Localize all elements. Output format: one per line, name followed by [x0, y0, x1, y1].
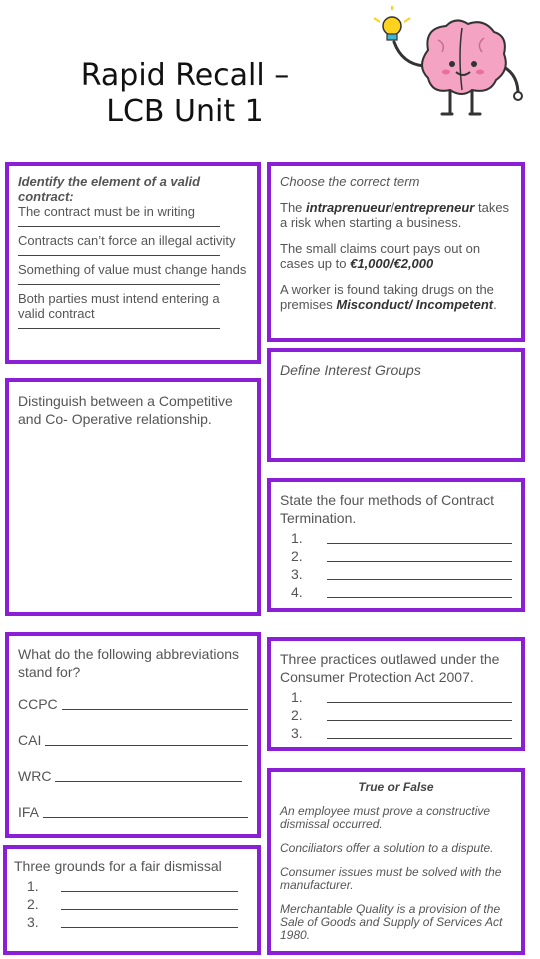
answer-line[interactable] — [18, 284, 220, 285]
box2-question-1 — [280, 200, 512, 230]
answer-row[interactable] — [280, 529, 512, 547]
box3-heading: Define Interest Groups — [280, 362, 421, 378]
brain-lightbulb-icon — [372, 6, 532, 124]
answer-row[interactable] — [280, 565, 512, 583]
answer-row[interactable] — [14, 913, 250, 931]
box7-heading: Three practices outlawed under the Consumer Protection Act 2007. — [280, 651, 500, 685]
abbrev-label: WRC — [18, 768, 52, 784]
answer-line[interactable] — [61, 909, 238, 910]
box2-question-3 — [280, 282, 512, 312]
true-false-box — [267, 768, 525, 955]
contract-termination-box — [267, 478, 525, 612]
box2-heading: Choose the correct term — [280, 174, 420, 189]
abbrev-row[interactable] — [18, 731, 248, 749]
answer-line[interactable] — [18, 328, 220, 329]
answer-line[interactable] — [327, 702, 512, 703]
abbrev-row[interactable] — [18, 767, 248, 785]
answer-line[interactable] — [327, 720, 512, 721]
row-number: 2. — [291, 548, 303, 564]
box2-question-2 — [280, 241, 512, 271]
abbrev-label: CAI — [18, 732, 42, 748]
row-number: 3. — [291, 725, 303, 741]
answer-line[interactable] — [61, 891, 238, 892]
valid-contract-box — [5, 162, 261, 364]
consumer-protection-box — [267, 637, 525, 751]
answer-row[interactable] — [280, 547, 512, 565]
box1-item-3[interactable]: Something of value must change hands — [18, 262, 247, 277]
box5-heading: State the four methods of Contract Termination. — [280, 492, 495, 526]
box1-item-4[interactable]: Both parties must intend entering a valid contract — [18, 291, 220, 321]
q1-post: takes a risk when starting a business. — [280, 200, 510, 230]
answer-line[interactable] — [327, 579, 512, 580]
answer-line[interactable] — [18, 255, 220, 256]
answer-row[interactable] — [280, 706, 512, 724]
box4-heading: Distinguish between a Competitive and Co- Operative relationship. — [18, 393, 233, 427]
q1-sep: / — [390, 200, 395, 215]
relationship-box[interactable] — [5, 378, 261, 616]
row-number: 4. — [291, 584, 303, 600]
tf-statement-2[interactable]: Conciliators offer a solution to a dispute. — [280, 841, 494, 855]
answer-line[interactable] — [327, 738, 512, 739]
lightbulb-icon — [374, 6, 410, 40]
box1-item-2[interactable]: Contracts can’t force an illegal activity — [18, 233, 236, 248]
row-number: 2. — [27, 896, 39, 912]
answer-row[interactable] — [280, 688, 512, 706]
row-number: 2. — [291, 707, 303, 723]
row-number: 3. — [27, 914, 39, 930]
answer-line[interactable] — [62, 709, 248, 710]
row-number: 1. — [291, 530, 303, 546]
box1-item-1[interactable]: The contract must be in writing — [18, 204, 196, 219]
answer-line[interactable] — [18, 226, 220, 227]
box8-heading: Three grounds for a fair dismissal — [14, 858, 222, 874]
q3-pre: A worker is found taking drugs on the premises — [280, 282, 494, 312]
tf-statement-4[interactable]: Merchantable Quality is a provision of the Sale of Goods and Supply of Services Act 1980. — [280, 902, 503, 942]
answer-line[interactable] — [327, 561, 512, 562]
answer-line[interactable] — [327, 543, 512, 544]
answer-row[interactable] — [280, 724, 512, 742]
answer-row[interactable] — [14, 895, 250, 913]
abbrev-row[interactable] — [18, 695, 248, 713]
answer-line[interactable] — [43, 817, 248, 818]
abbrev-row[interactable] — [18, 803, 248, 821]
tf-statement-1[interactable]: An employee must prove a constructive dismissal occurred. — [280, 804, 491, 831]
correct-term-box — [267, 162, 525, 342]
interest-groups-box[interactable] — [267, 348, 525, 462]
answer-row[interactable] — [280, 583, 512, 601]
answer-line[interactable] — [55, 781, 242, 782]
abbreviations-box — [5, 632, 261, 838]
title-line-1: Rapid Recall – — [80, 58, 290, 93]
box6-heading: What do the following abbreviations stand for? — [18, 646, 240, 680]
answer-line[interactable] — [45, 745, 248, 746]
term-option-intrapreneur[interactable]: intraprenueur — [306, 200, 391, 215]
q2-pre: The small claims court pays out on cases up to — [280, 241, 481, 271]
row-number: 3. — [291, 566, 303, 582]
box1-heading: Identify the element of a valid contract: — [18, 174, 201, 204]
q1-pre: The — [280, 200, 307, 215]
fair-dismissal-box — [3, 845, 261, 955]
answer-line[interactable] — [61, 927, 238, 928]
box9-heading: True or False — [358, 780, 434, 794]
q3-post: . — [493, 297, 497, 312]
term-option-amount[interactable]: €1,000/€2,000 — [350, 256, 434, 271]
term-option-dismissal[interactable]: Misconduct/ Incompetent — [336, 297, 494, 312]
answer-row[interactable] — [14, 877, 250, 895]
page-title — [60, 58, 310, 130]
tf-statement-3[interactable]: Consumer issues must be solved with the manufacturer. — [280, 865, 502, 892]
abbrev-label: IFA — [18, 804, 40, 820]
title-line-2: LCB Unit 1 — [106, 94, 264, 129]
abbrev-label: CCPC — [18, 696, 58, 712]
answer-line[interactable] — [327, 597, 512, 598]
term-option-entrepreneur[interactable]: entrepreneur — [394, 200, 475, 215]
row-number: 1. — [291, 689, 303, 705]
row-number: 1. — [27, 878, 39, 894]
